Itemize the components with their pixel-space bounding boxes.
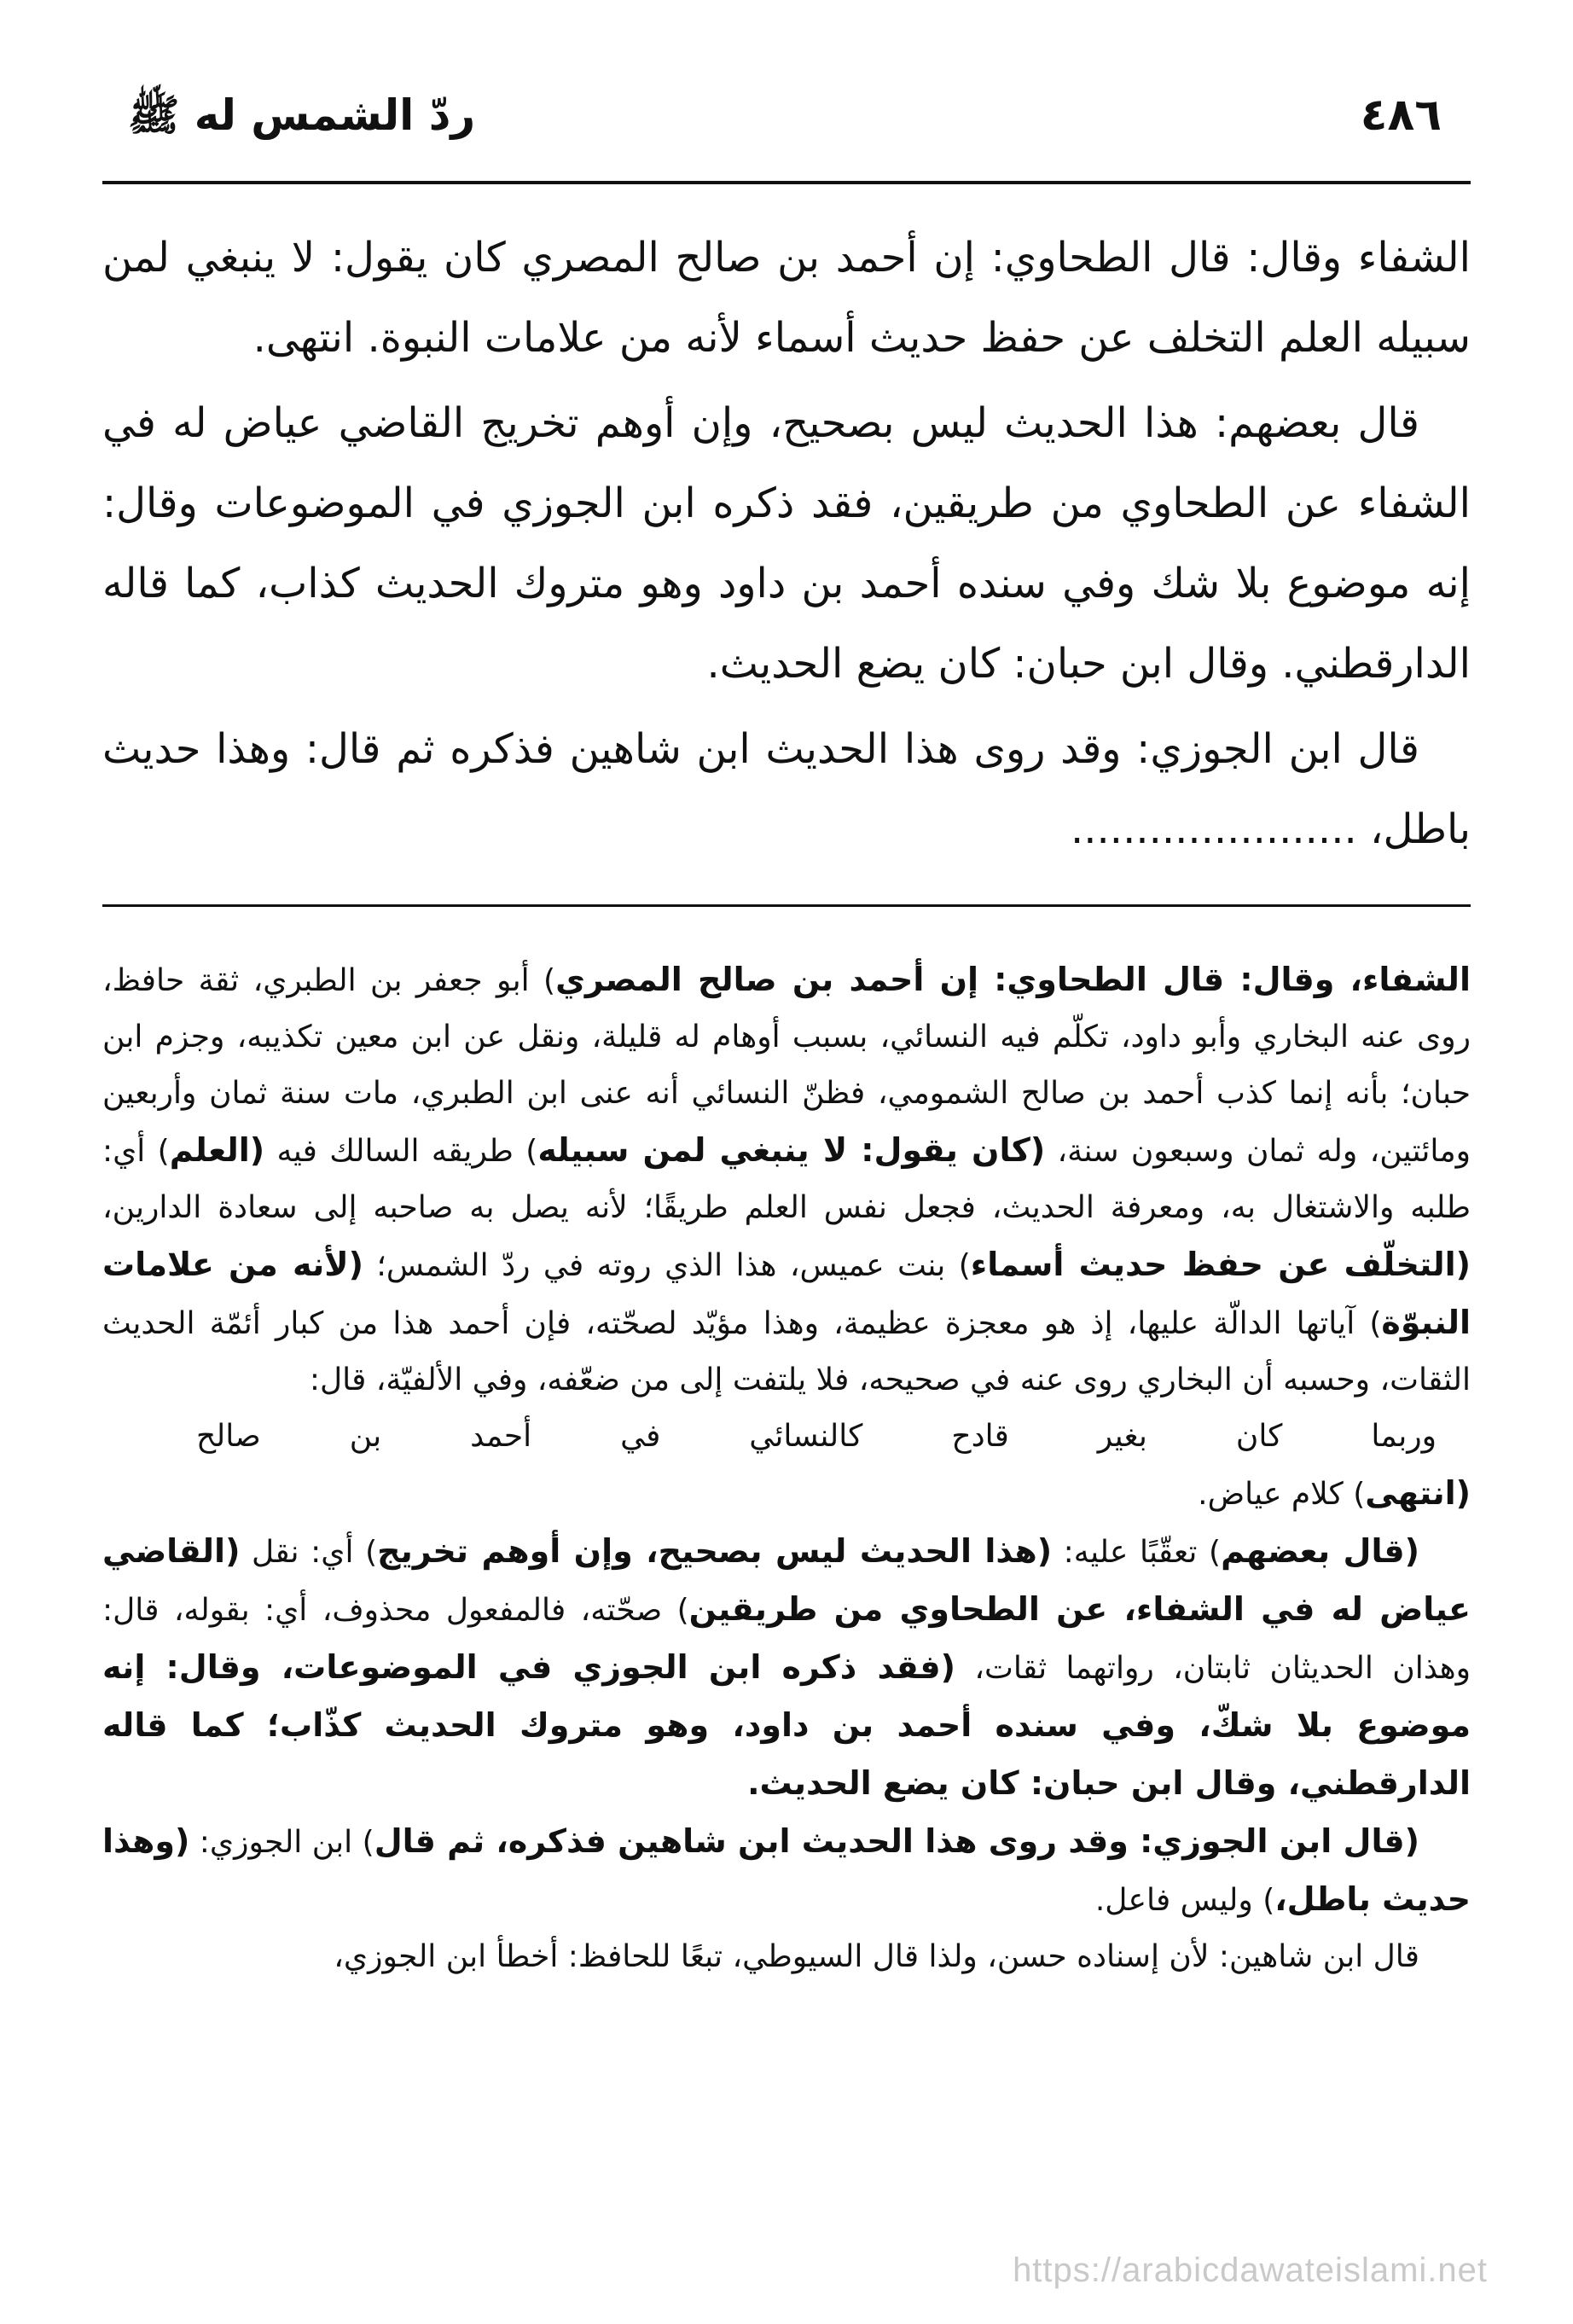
- commentary-segment: ) أي: نقل: [240, 1535, 378, 1570]
- commentary-segment: ) تعقّبًا عليه:: [1052, 1535, 1222, 1570]
- main-paragraph-3-text: قال ابن الجوزي: وقد روى هذا الحديث ابن شاهين فذكره ثم قال: وهذا حديث باطل،: [102, 725, 1471, 853]
- bold-quote-segment: (قال ابن الجوزي: وقد روى هذا الحديث ابن شاهين فذكره، ثم قال: [374, 1822, 1419, 1860]
- commentary-separator: [102, 904, 1471, 907]
- bold-quote-segment: الشفاء، وقال: قال الطحاوي: إن أحمد بن صالح المصري: [555, 961, 1471, 998]
- main-paragraph-1: الشفاء وقال: قال الطحاوي: إن أحمد بن صالح المصري كان يقول: لا ينبغي لمن سبيله العلم التخلف عن حفظ حديث أسماء لأنه من علامات النبوة. انتهى.: [102, 234, 1471, 362]
- main-paragraph-2: قال بعضهم: هذا الحديث ليس بصحيح، وإن أوهم تخريج القاضي عياض له في الشفاء عن الطحاوي من طريقين، فقد ذكره ابن الجوزي في الموضوعات وقال: إنه موضوع بلا شك وفي سنده أحمد بن داود وهو متروك الحديث كذاب، كما قاله الدارقطني. وقال ابن حبان: كان يضع الحديث.: [102, 399, 1471, 688]
- commentary-segment: ) آياتها الدالّة عليها، إذ هو معجزة عظيمة، وهذا مؤيّد لصحّته، فإن أحمد هذا من كبار أئمّة الحديث الثقات، وحسبه أن البخاري روى عنه في صحيحه، فلا يلتفت إلى من ضعّفه، وفي الألفيّة، قال:: [102, 1306, 1471, 1397]
- commentary-segment: ) طريقه السالك فيه: [264, 1134, 538, 1169]
- bold-quote-segment: (انتهى: [1365, 1474, 1471, 1512]
- bold-quote-segment: (التخلّف عن حفظ حديث أسماء: [970, 1246, 1471, 1283]
- bold-quote-segment: (القاضي عياض له في الشفاء، عن الطحاوي من طريقين: [102, 1532, 1471, 1628]
- bold-quote-segment: (فقد ذكره ابن الجوزي في الموضوعات، وقال: إنه موضوع بلا شكّ، وفي سنده أحمد بن داود، وهو متروك الحديث كذّاب؛ كما قاله الدارقطني، وقال ابن حبان: كان يضع الحديث.: [102, 1648, 1471, 1802]
- bold-quote-segment: (كان يقول: لا ينبغي لمن سبيله: [537, 1131, 1046, 1169]
- main-paragraph-3: [102, 709, 1471, 869]
- commentary-segment: ) أي: طلبه والاشتغال به، ومعرفة الحديث، فجعل نفس العلم طريقًا؛ لأنه يصل به صاحبه إلى سعادة الدارين،: [102, 1134, 1471, 1225]
- commentary-segment: ) صحّته، فالمفعول محذوف، أي: بقوله، قال: وهذان الحديثان ثابتان، رواتهما ثقات،: [102, 1593, 1471, 1686]
- commentary-segment: ) بنت عميس، هذا الذي روته في ردّ الشمس؛: [363, 1248, 971, 1283]
- commentary-segment: ) وليس فاعل.: [1094, 1883, 1275, 1918]
- commentary: [102, 951, 1471, 1985]
- commentary-paragraph-2: [102, 1465, 1471, 1523]
- commentary-paragraph-3: [102, 1523, 1471, 1813]
- page-number: ٤٨٦: [1360, 90, 1442, 141]
- commentary-segment: ) كلام عياض.: [1198, 1477, 1366, 1512]
- commentary-paragraph-4: [102, 1813, 1471, 1929]
- bold-quote-segment: (لأنه من علامات النبوّة: [102, 1246, 1471, 1341]
- commentary-paragraph-1: [102, 951, 1471, 1409]
- page-header: [102, 81, 1467, 149]
- watermark-url: https://arabicdawateislami.net: [1013, 2251, 1488, 2289]
- bold-quote-segment: (قال بعضهم: [1221, 1532, 1419, 1570]
- main-text: [102, 218, 1471, 869]
- bold-quote-segment: (وهذا حديث باطل،: [102, 1822, 1471, 1918]
- ellipsis-dots: ......................: [1071, 805, 1357, 853]
- running-title: ردّ الشمس له ﷺ: [128, 90, 476, 140]
- commentary-segment: ) أبو جعفر بن الطبري، ثقة حافظ، روى عنه البخاري وأبو داود، تكلّم فيه النسائي، بسبب أوهام له قليلة، ونقل عن ابن معين تكذيبه، وجزم ابن حبان؛ بأنه إنما كذب أحمد بن صالح الشمومي، فظنّ النسائي أنه عنى ابن الطبري، مات سنة ثمان وأربعين ومائتين، وله ثمان وسبعون سنة،: [102, 963, 1471, 1169]
- poetry-verse: وربما كان بغير قادح كالنسائي في أحمد بن صالح: [196, 1419, 1437, 1454]
- header-rule: [102, 181, 1471, 184]
- bold-quote-segment: (العلم: [169, 1131, 265, 1169]
- commentary-paragraph-5: قال ابن شاهين: لأن إسناده حسن، ولذا قال السيوطي، تبعًا للحافظ: أخطأ ابن الجوزي،: [334, 1939, 1419, 1974]
- commentary-segment: ) ابن الجوزي:: [189, 1825, 374, 1860]
- bold-quote-segment: (هذا الحديث ليس بصحيح، وإن أوهم تخريج: [377, 1532, 1053, 1570]
